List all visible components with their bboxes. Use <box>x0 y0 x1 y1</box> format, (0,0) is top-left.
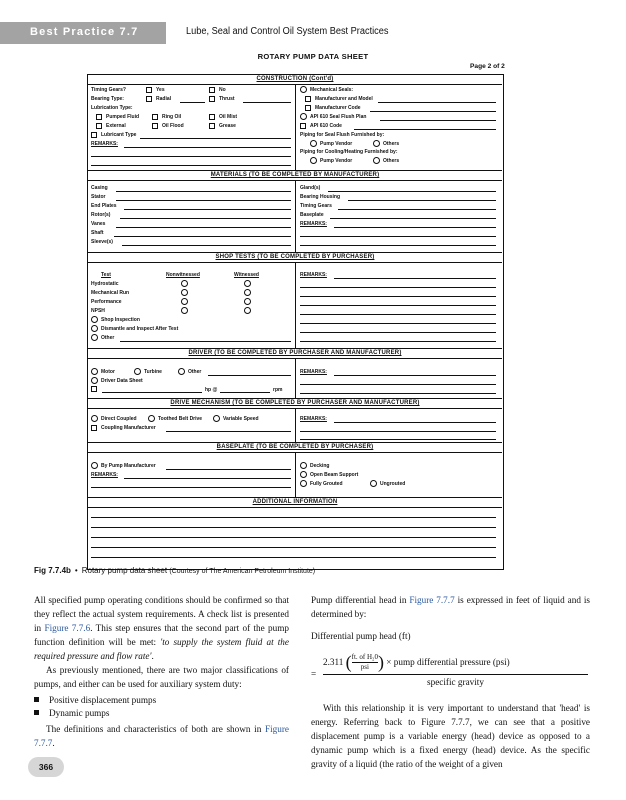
label-rotors: Rotor(s) <box>91 212 111 218</box>
caption-label: Fig 7.7.4b <box>34 566 71 575</box>
column-header-nonwitnessed: Nonwitnessed <box>166 272 200 278</box>
fill-line[interactable] <box>243 102 291 103</box>
formula-equals: = <box>311 669 317 679</box>
label-decking: Decking <box>310 463 330 469</box>
fill-line[interactable] <box>334 227 496 228</box>
fill-line[interactable] <box>300 305 496 306</box>
label-mechanical-seals: Mechanical Seals: <box>310 87 354 93</box>
caption-text: Rotary pump data sheet <box>81 566 168 575</box>
fill-line[interactable] <box>140 138 291 139</box>
radio-mechanical-seals[interactable] <box>300 86 307 93</box>
divider <box>88 252 502 253</box>
fill-line[interactable] <box>120 218 291 219</box>
fill-line[interactable] <box>124 209 291 210</box>
radio-others-cooling[interactable] <box>373 157 380 164</box>
divider <box>88 507 502 508</box>
fill-line[interactable] <box>378 102 496 103</box>
fill-line[interactable] <box>91 517 496 518</box>
label-casing: Casing <box>91 185 108 191</box>
checkbox-lubricant-type[interactable] <box>91 132 97 138</box>
right-column-p2 <box>311 701 590 771</box>
left-column-p3 <box>34 722 289 750</box>
label-remarks-baseplate: REMARKS: <box>91 472 118 478</box>
radio-decking[interactable] <box>300 462 307 469</box>
radio-fully-grouted[interactable] <box>300 480 307 487</box>
radio-toothed-belt[interactable] <box>148 415 155 422</box>
label-remarks: REMARKS: <box>91 141 118 147</box>
formula-numerator <box>323 649 510 672</box>
label-pump-vendor: Pump Vendor <box>320 141 353 147</box>
section-tab-label: Best Practice 7.7 <box>30 26 139 38</box>
page-number: 366 <box>38 762 54 772</box>
checkbox-pumped-fluid[interactable] <box>96 114 102 120</box>
head-formula <box>301 647 590 695</box>
bullet-square <box>34 697 39 702</box>
fill-line[interactable] <box>300 332 496 333</box>
right-column-p1 <box>311 593 590 621</box>
label-grease: Grease <box>219 123 236 129</box>
radio-hydrostatic-witnessed[interactable] <box>244 280 251 287</box>
label-lubricant-type: Lubricant Type <box>101 132 137 138</box>
label-radial: Radial <box>156 96 172 102</box>
label-motor: Motor <box>101 369 115 375</box>
form-title: ROTARY PUMP DATA SHEET <box>257 52 369 61</box>
section-heading-baseplate: BASEPLATE (TO BE COMPLETED BY PURCHASER) <box>216 444 374 450</box>
label-shaft: Shaft <box>91 230 104 236</box>
label-sleeves: Sleeve(s) <box>91 239 113 245</box>
checkbox-coupling-manufacturer[interactable] <box>91 425 97 431</box>
radio-hydrostatic-nonwitnessed[interactable] <box>181 280 188 287</box>
label-fully-grouted: Fully Grouted <box>310 481 343 487</box>
label-remarks-materials: REMARKS: <box>300 221 327 227</box>
figure-link[interactable]: Figure 7.7.7 <box>409 595 455 605</box>
label-ungrouted: Ungrouted <box>380 481 406 487</box>
label-other-test: Other <box>101 335 115 341</box>
label-yes: Yes <box>156 87 165 93</box>
label-piping-seal-flush: Piping for Seal Flush Furnished by: <box>300 132 385 138</box>
fill-line[interactable] <box>380 120 496 121</box>
label-toothed-belt: Toothed Belt Drive <box>158 416 203 422</box>
bullet-text: Dynamic pumps <box>49 708 110 718</box>
label-end-plates: End Plates <box>91 203 117 209</box>
section-heading-drive-mechanism: DRIVE MECHANISM (TO BE COMPLETED BY PURCHASER AND MANUFACTURER) <box>170 400 420 406</box>
radio-performance-nonwitnessed[interactable] <box>181 298 188 305</box>
column-divider <box>295 84 296 170</box>
radio-npsh-witnessed[interactable] <box>244 307 251 314</box>
fill-line[interactable] <box>120 341 291 342</box>
text: . This step ensures that the second part of the pump function definition will be met: <box>34 623 289 647</box>
fill-line[interactable] <box>300 314 496 315</box>
fill-line[interactable] <box>348 200 496 201</box>
label-shop-inspection: Shop Inspection <box>101 317 140 323</box>
fill-line[interactable] <box>91 557 496 558</box>
radio-mechanical-run-nonwitnessed[interactable] <box>181 289 188 296</box>
fill-line[interactable] <box>116 227 291 228</box>
bullet-text: Positive displacement pumps <box>49 695 157 705</box>
text: Pump differential head in <box>311 595 410 605</box>
label-direct-coupled: Direct Coupled <box>101 416 137 422</box>
radio-other-test[interactable] <box>91 334 98 341</box>
radio-performance-witnessed[interactable] <box>244 298 251 305</box>
checkbox-manufacturer-code[interactable] <box>305 105 311 111</box>
radio-driver-data-sheet[interactable] <box>91 377 98 384</box>
label-thrust: Thrust <box>219 96 235 102</box>
running-head: Lube, Seal and Control Oil System Best Practices <box>186 26 389 37</box>
checkbox-external[interactable] <box>96 123 102 129</box>
radio-pump-vendor-cooling[interactable] <box>310 157 317 164</box>
fill-line[interactable] <box>370 111 496 112</box>
label-remarks-shop-tests: REMARKS: <box>300 272 327 278</box>
label-hydrostatic: Hydrostatic <box>91 281 119 287</box>
text: . <box>151 651 154 661</box>
fill-line[interactable] <box>300 439 496 440</box>
label-vanes: Vanes <box>91 221 106 227</box>
emphasis-text: 'to supply the system fluid at the required pressure and flow rate' <box>34 637 289 661</box>
fill-line[interactable] <box>91 537 496 538</box>
formula-fraction-bar <box>323 674 588 675</box>
fill-line[interactable] <box>180 102 205 103</box>
section-heading-construction: CONSTRUCTION (Cont'd) <box>256 76 334 82</box>
checkbox-yes[interactable] <box>146 87 152 93</box>
text: The definitions and characteristics of both are shown in <box>46 724 265 734</box>
label-rpm: rpm <box>273 387 283 393</box>
checkbox-api-610-code[interactable] <box>300 123 306 129</box>
label-turbine: Turbine <box>144 369 162 375</box>
figure-link[interactable]: Figure 7.7.6 <box>44 623 91 633</box>
label-variable-speed: Variable Speed <box>223 416 259 422</box>
left-column-p1 <box>34 593 289 663</box>
fill-line[interactable] <box>328 191 496 192</box>
left-column-p2 <box>34 663 289 691</box>
label-oil-flood: Oil Flood <box>162 123 184 129</box>
divider <box>88 497 502 498</box>
fill-line[interactable] <box>330 218 496 219</box>
column-header-test: Test <box>101 272 111 278</box>
label-api-610-code: API 610 Code <box>310 123 342 129</box>
divider <box>88 398 502 399</box>
formula-constant: 2.311 <box>323 657 344 667</box>
checkbox-manufacturer-model[interactable] <box>305 96 311 102</box>
label-hp: hp @ <box>205 387 218 393</box>
bullet-item <box>34 708 109 718</box>
paragraph: With this relationship it is very important to understand that 'head' is energy. Referring back to Figure 7.7.7, we can see that a positive displacement pump is a variable energy (head) device as opposed to a dynamic pump which is a fixed energy (head) device. As the specific gravity of a liquid (the ratio of the weight of a given <box>311 703 590 769</box>
fill-line[interactable] <box>122 245 291 246</box>
fill-line[interactable] <box>300 296 496 297</box>
fill-line[interactable] <box>114 236 291 237</box>
label-manufacturer-model: Manufacturer and Model <box>315 96 373 102</box>
radio-direct-coupled[interactable] <box>91 415 98 422</box>
text: is expressed in feet of liquid and is determined by: <box>311 595 590 619</box>
label-by-pump-manufacturer: By Pump Manufacturer <box>101 463 156 469</box>
bullet-item <box>34 695 156 705</box>
checkbox-oil-mist[interactable] <box>209 114 215 120</box>
fill-line[interactable] <box>102 392 202 393</box>
label-oil-mist: Oil Mist <box>219 114 238 120</box>
section-heading-driver: DRIVER (TO BE COMPLETED BY PURCHASER AND MANUFACTURER) <box>188 350 402 356</box>
fill-line[interactable] <box>124 478 291 479</box>
label-performance: Performance <box>91 299 122 305</box>
radio-other-driver[interactable] <box>178 368 185 375</box>
caption-credit: (Courtesy of The American Petroleum Institute) <box>169 568 316 575</box>
label-other-driver: Other <box>188 369 202 375</box>
label-coupling-manufacturer: Coupling Manufacturer <box>101 425 156 431</box>
fill-line[interactable] <box>334 375 496 376</box>
divider <box>88 348 502 349</box>
fill-line[interactable] <box>300 431 496 432</box>
label-npsh: NPSH <box>91 308 105 314</box>
section-tab <box>0 22 166 44</box>
radio-motor[interactable] <box>91 368 98 375</box>
radio-shop-inspection[interactable] <box>91 316 98 323</box>
label-stator: Stator <box>91 194 106 200</box>
label-bearing-housing: Bearing Housing <box>300 194 341 200</box>
page-number-badge <box>28 757 64 777</box>
fill-line[interactable] <box>116 200 291 201</box>
fill-line[interactable] <box>354 129 496 130</box>
fill-line[interactable] <box>166 469 291 470</box>
radio-by-pump-manufacturer[interactable] <box>91 462 98 469</box>
column-divider <box>295 358 296 398</box>
form-page-number: Page 2 of 2 <box>470 63 505 70</box>
fill-line[interactable] <box>338 209 496 210</box>
radio-open-beam[interactable] <box>300 471 307 478</box>
formula-unit-fraction <box>352 653 378 672</box>
checkbox-oil-flood[interactable] <box>152 123 158 129</box>
formula-denominator: specific gravity <box>427 677 484 687</box>
fill-line[interactable] <box>300 393 496 394</box>
divider <box>88 442 502 443</box>
fill-line[interactable] <box>91 156 291 157</box>
fill-line[interactable] <box>91 487 291 488</box>
label-manufacturer-code: Manufacturer Code <box>315 105 361 111</box>
label-no: No <box>219 87 226 93</box>
column-divider <box>295 262 296 348</box>
label-others: Others <box>383 141 400 147</box>
fill-line[interactable] <box>166 431 291 432</box>
fill-line[interactable] <box>300 384 496 385</box>
formula-label: Differential pump head (ft) <box>311 631 411 641</box>
text: All specified pump operating conditions should be confirmed so that they reflect the actual system requirements. A check list is presented in <box>34 595 289 633</box>
fill-line[interactable] <box>124 147 291 148</box>
radio-variable-speed[interactable] <box>213 415 220 422</box>
formula-unit-den: psi <box>360 663 369 672</box>
label-glands: Gland(s) <box>300 185 321 191</box>
text: . <box>52 738 55 748</box>
column-divider <box>295 452 296 497</box>
fill-line[interactable] <box>300 323 496 324</box>
figure-caption <box>34 566 315 575</box>
label-mechanical-run: Mechanical Run <box>91 290 130 296</box>
formula-paren-close: ) <box>378 652 384 672</box>
column-divider <box>295 408 296 442</box>
fill-line[interactable] <box>300 341 496 342</box>
radio-turbine[interactable] <box>134 368 141 375</box>
label-bearing-type: Bearing Type: <box>91 96 124 102</box>
label-dismantle-inspect: Dismantle and Inspect After Test <box>101 326 179 332</box>
label-baseplate: Baseplate <box>300 212 324 218</box>
section-heading-materials: MATERIALS (TO BE COMPLETED BY MANUFACTURER) <box>210 172 380 178</box>
bullet-square <box>34 710 39 715</box>
label-external: External <box>106 123 126 129</box>
section-heading-shop-tests: SHOP TESTS (TO BE COMPLETED BY PURCHASER) <box>215 254 375 260</box>
checkbox-grease[interactable] <box>209 123 215 129</box>
formula-rest: × pump differential pressure (psi) <box>386 657 510 667</box>
fill-line[interactable] <box>116 191 291 192</box>
fill-line[interactable] <box>334 422 496 423</box>
caption-bullet: • <box>74 566 78 575</box>
checkbox-ring-oil[interactable] <box>152 114 158 120</box>
radio-npsh-nonwitnessed[interactable] <box>181 307 188 314</box>
label-remarks-drive: REMARKS: <box>300 416 327 422</box>
divider <box>88 170 502 171</box>
fill-line[interactable] <box>208 375 291 376</box>
label-lubrication-type: Lubrication Type: <box>91 105 133 111</box>
formula-unit-num: ft. of H₂0 <box>351 653 378 662</box>
label-timing-gears-mat: Timing Gears <box>300 203 332 209</box>
fill-line[interactable] <box>220 392 270 393</box>
label-remarks-driver: REMARKS: <box>300 369 327 375</box>
label-api-610-seal-flush: API 610 Seal Flush Plan <box>310 114 367 120</box>
checkbox-thrust[interactable] <box>209 96 215 102</box>
formula-paren-open: ( <box>345 652 352 672</box>
label-others-cooling: Others <box>383 158 400 164</box>
paragraph: As previously mentioned, there are two major classifications of pumps, and either can be used for auxiliary system duty: <box>34 665 289 689</box>
radio-pump-vendor[interactable] <box>310 140 317 147</box>
fill-line[interactable] <box>91 527 496 528</box>
column-divider <box>295 180 296 252</box>
figure-link[interactable]: Figure 7.7.7 <box>34 724 289 748</box>
radio-api-610-seal-flush[interactable] <box>300 113 307 120</box>
label-piping-cooling: Piping for Cooling/Heating Furnished by: <box>300 149 398 155</box>
checkbox-radial[interactable] <box>146 96 152 102</box>
radio-others[interactable] <box>373 140 380 147</box>
label-pump-vendor-cooling: Pump Vendor <box>320 158 353 164</box>
fill-line[interactable] <box>91 547 496 548</box>
fill-line[interactable] <box>300 245 496 246</box>
radio-dismantle-inspect[interactable] <box>91 325 98 332</box>
label-timing-gears: Timing Gears? <box>91 87 126 93</box>
radio-mechanical-run-witnessed[interactable] <box>244 289 251 296</box>
label-open-beam: Open Beam Support <box>310 472 359 478</box>
label-pumped-fluid: Pumped Fluid <box>106 114 140 120</box>
fill-line[interactable] <box>334 278 496 279</box>
fill-line[interactable] <box>300 287 496 288</box>
label-driver-data-sheet: Driver Data Sheet <box>101 378 143 384</box>
section-heading-additional: ADDITIONAL INFORMATION <box>252 499 338 505</box>
column-header-witnessed: Witnessed <box>234 272 259 278</box>
rotary-pump-data-sheet <box>87 74 504 570</box>
checkbox-no[interactable] <box>209 87 215 93</box>
checkbox-driver-rating[interactable] <box>91 386 97 392</box>
fill-line[interactable] <box>91 165 291 166</box>
label-ring-oil: Ring Oil <box>162 114 182 120</box>
fill-line[interactable] <box>300 236 496 237</box>
radio-ungrouted[interactable] <box>370 480 377 487</box>
